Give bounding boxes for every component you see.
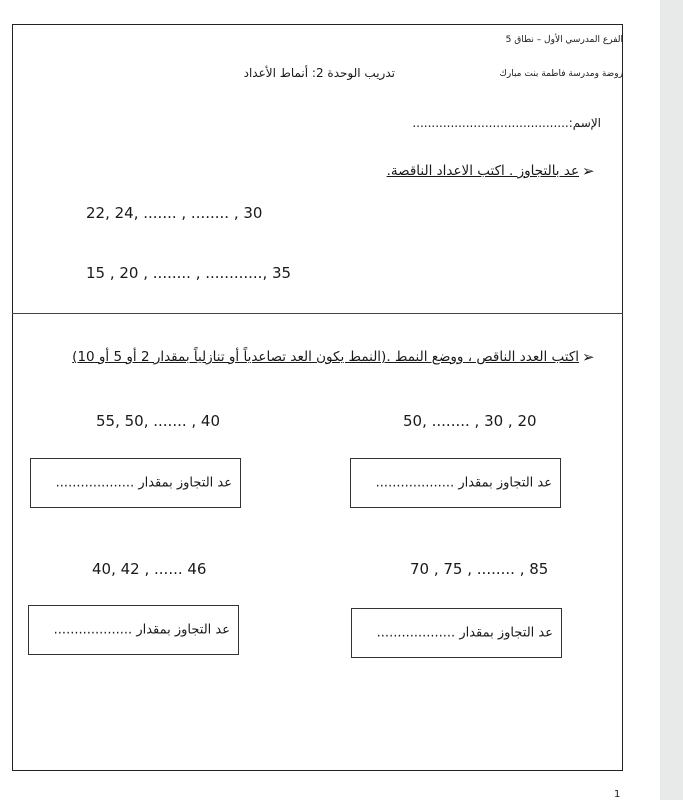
arrow-bullet-icon: ➢ <box>582 162 595 180</box>
exercise-sequence: 40, 42 , ...... 46 <box>92 560 207 578</box>
exercise-sequence: 55, 50, ....... , 40 <box>96 412 221 430</box>
answer-box-label: عد التجاوز بمقدار ................... <box>53 622 230 638</box>
answer-box-label: عد التجاوز بمقدار ................... <box>376 625 553 641</box>
name-field: الإسم:......................................... <box>412 116 601 130</box>
answer-box[interactable] <box>351 608 562 658</box>
sequence-row: 15 , 20 , ........ , ............, 35 <box>86 264 292 282</box>
answer-box[interactable] <box>30 458 241 508</box>
answer-box-label: عد التجاوز بمقدار ................... <box>375 475 552 491</box>
answer-box[interactable] <box>28 605 239 655</box>
section-divider <box>12 313 623 314</box>
section2-instruction: اكتب العدد الناقص ، ووضع النمط .(النمط يكون العد تصاعدياً أو تنازلياً بمقدار 2 أو 5 أو 10) <box>72 349 579 365</box>
answer-box[interactable] <box>350 458 561 508</box>
sequence-row: 22, 24, ....... , ........ , 30 <box>86 204 263 222</box>
unit-title: تدريب الوحدة 2: أنماط الأعداد <box>243 66 395 80</box>
page-number: 1 <box>614 789 621 800</box>
exercise-sequence: 50, ........ , 30 , 20 <box>403 412 537 430</box>
section1-instruction: عد بالتجاوز . اكتب الاعداد الناقصة. <box>386 163 579 179</box>
branch-line: الفرع المدرسي الأول – نطاق 5 <box>505 35 623 45</box>
school-name: روضة ومدرسة فاطمة بنت مبارك <box>499 69 623 79</box>
answer-box-label: عد التجاوز بمقدار ................... <box>55 475 232 491</box>
worksheet-frame <box>12 24 623 771</box>
exercise-sequence: 70 , 75 , ........ , 85 <box>410 560 549 578</box>
side-strip <box>660 0 683 800</box>
arrow-bullet-icon: ➢ <box>582 348 595 366</box>
